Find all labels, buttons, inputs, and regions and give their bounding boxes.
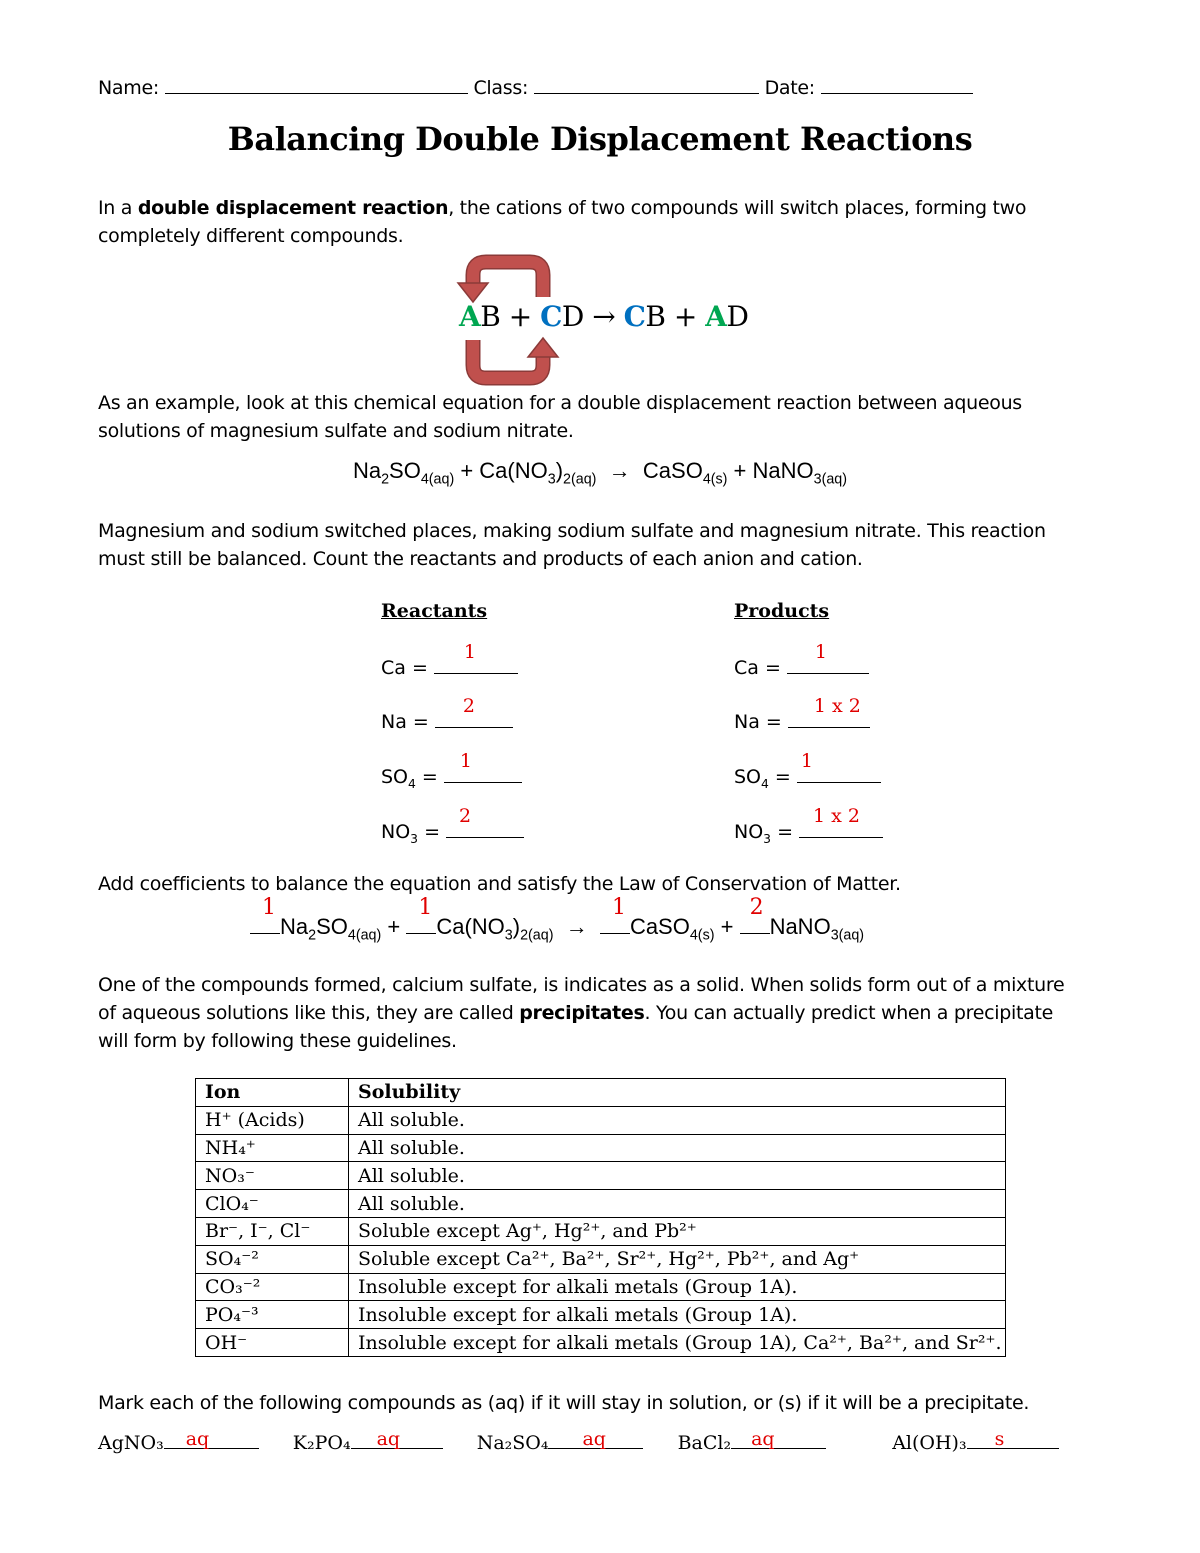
- ion-cell: SO₄⁻²: [196, 1245, 349, 1273]
- reactant-row: [381, 750, 522, 791]
- precipitate-line2b: . You can actually predict when a precipitate: [644, 1002, 1054, 1024]
- precipitate-line2a: of aqueous solutions like this, they are called: [98, 1002, 520, 1024]
- ion-cell: CO₃⁻²: [196, 1273, 349, 1301]
- count-field[interactable]: [446, 805, 524, 838]
- count-eq: =: [768, 766, 797, 788]
- count-answer: 1: [814, 641, 828, 663]
- example-line2: solutions of magnesium sulfate and sodium nitrate.: [98, 420, 574, 442]
- eq-plus: +: [454, 458, 480, 483]
- count-subscript: 4: [761, 776, 769, 791]
- solubility-table: [195, 1078, 1006, 1357]
- plus-sign: +: [500, 300, 541, 333]
- eq-subscript: 2(aq): [563, 471, 597, 488]
- coefficient-field[interactable]: [600, 895, 630, 934]
- table-row: [196, 1329, 1006, 1357]
- eq-term: ): [512, 914, 521, 939]
- count-eq: =: [415, 766, 444, 788]
- count-answer: 1: [800, 750, 813, 772]
- name-field[interactable]: [165, 93, 468, 94]
- compound-answer-field[interactable]: [164, 1430, 259, 1449]
- reaction-arrow: →: [583, 300, 624, 333]
- class-label: Class:: [473, 77, 529, 99]
- solubility-cell: All soluble.: [349, 1162, 1006, 1190]
- eq-term: SO: [389, 458, 421, 483]
- eq-subscript: 3(aq): [830, 927, 865, 944]
- date-field[interactable]: [821, 93, 973, 94]
- compound-answer: aq: [376, 1428, 401, 1450]
- top-arrow-body: [473, 262, 543, 297]
- eq-term: CaSO: [629, 914, 690, 939]
- example-line1: As an example, look at this chemical equation for a double displacement reaction between aqueous: [98, 392, 1022, 414]
- letter-c-reactant: C: [540, 300, 562, 333]
- solubility-cell: Soluble except Ag⁺, Hg²⁺, and Pb²⁺: [349, 1217, 1006, 1245]
- bottom-arrow-body: [473, 340, 543, 378]
- column-header-ion: Ion: [196, 1079, 349, 1107]
- letter-d-product: D: [726, 300, 749, 333]
- name-label: Name:: [98, 77, 159, 99]
- coefficient-field[interactable]: [740, 895, 770, 934]
- count-field[interactable]: [797, 750, 881, 783]
- compound-label: BaCl₂: [677, 1432, 732, 1454]
- intro-suffix: , the cations of two compounds will switch places, forming two: [448, 197, 1027, 219]
- product-row: [734, 641, 869, 679]
- ion-cell: ClO₄⁻: [196, 1190, 349, 1218]
- letter-c-product: C: [623, 300, 646, 333]
- coefficient-answer: 1: [418, 895, 433, 920]
- ion-cell: NH₄⁺: [196, 1134, 349, 1162]
- eq-subscript: 2(aq): [520, 927, 554, 944]
- bottom-arrow-head: [528, 338, 558, 357]
- eq-subscript: 3: [547, 471, 556, 488]
- intro-prefix: In a: [98, 197, 138, 219]
- eq-term: NaNO: [769, 914, 831, 939]
- coefficient-answer: 2: [749, 895, 764, 920]
- product-row: [734, 695, 870, 733]
- count-field[interactable]: [788, 695, 870, 728]
- intro-term: double displacement reaction: [137, 197, 449, 219]
- eq-term: CaSO: [642, 458, 703, 483]
- reactants-heading: Reactants: [381, 600, 488, 622]
- table-header-row: [196, 1079, 1006, 1107]
- compound-label: K₂PO₄: [292, 1432, 351, 1454]
- compound-answer-field[interactable]: [351, 1430, 443, 1449]
- coefficient-answer: 1: [262, 895, 276, 920]
- count-field[interactable]: [799, 805, 883, 838]
- switched-line1: Magnesium and sodium switched places, making sodium sulfate and magnesium nitrate. This reaction: [98, 520, 1046, 542]
- eq-subscript: 3: [504, 927, 513, 944]
- reactant-row: [381, 695, 513, 733]
- letter-a-product: A: [705, 300, 727, 333]
- switched-line2: must still be balanced. Count the reactants and products of each anion and cation.: [98, 548, 863, 570]
- solubility-cell: All soluble.: [349, 1190, 1006, 1218]
- count-field[interactable]: [444, 750, 522, 783]
- count-subscript: 4: [408, 776, 416, 791]
- eq-subscript: 4(s): [702, 471, 728, 488]
- count-label: NO: [381, 821, 411, 843]
- letter-a-reactant: A: [459, 300, 481, 333]
- count-field[interactable]: [435, 695, 513, 728]
- precipitate-line1: One of the compounds formed, calcium sulfate, is indicates as a solid. When solids form out of a mixture: [98, 974, 1065, 996]
- compound-label: Na₂SO₄: [476, 1432, 549, 1454]
- eq-term: Ca(NO: [436, 914, 505, 939]
- table-row: [196, 1245, 1006, 1273]
- eq-subscript: 2: [308, 927, 317, 944]
- count-subscript: 3: [410, 831, 419, 846]
- count-answer: 1: [463, 641, 477, 663]
- count-label: Na =: [381, 711, 435, 733]
- plus-sign: +: [665, 300, 706, 333]
- count-eq: =: [771, 821, 800, 843]
- eq-subscript: 4(s): [689, 927, 715, 944]
- column-header-solubility: Solubility: [349, 1079, 1006, 1107]
- solubility-cell: Insoluble except for alkali metals (Group 1A).: [349, 1301, 1006, 1329]
- count-label: NO: [734, 821, 764, 843]
- count-answer: 1 x 2: [813, 805, 861, 827]
- eq-term: Na: [352, 458, 382, 483]
- compound-answer-field[interactable]: [967, 1430, 1059, 1449]
- compound-answer: aq: [185, 1428, 210, 1450]
- products-heading: Products: [734, 600, 830, 622]
- eq-subscript: 4(aq): [420, 471, 455, 488]
- count-answer: 1: [459, 750, 472, 772]
- eq-term: NaNO: [752, 458, 814, 483]
- eq-term: SO: [316, 914, 348, 939]
- count-eq: =: [418, 821, 447, 843]
- product-row: [734, 750, 881, 791]
- count-answer: 2: [459, 805, 472, 827]
- coefficients-instruction: Add coefficients to balance the equation and satisfy the Law of Conservation of Matter.: [98, 873, 901, 895]
- eq-term: ): [555, 458, 564, 483]
- count-label: SO: [734, 766, 762, 788]
- table-row: [196, 1134, 1006, 1162]
- ion-cell: NO₃⁻: [196, 1162, 349, 1190]
- compound-answer-field[interactable]: [731, 1430, 826, 1449]
- letter-b-product: B: [645, 300, 666, 333]
- coefficient-answer: 1: [611, 895, 626, 920]
- ion-cell: OH⁻: [196, 1329, 349, 1357]
- count-field[interactable]: [787, 641, 869, 674]
- table-row: [196, 1217, 1006, 1245]
- count-label: Ca =: [734, 657, 787, 679]
- page-title: Balancing Double Displacement Reactions: [227, 120, 973, 158]
- solubility-cell: All soluble.: [349, 1106, 1006, 1134]
- compound-answer: aq: [751, 1428, 775, 1450]
- count-label: Ca =: [381, 657, 434, 679]
- intro-line2: completely different compounds.: [98, 225, 404, 247]
- solubility-cell: Insoluble except for alkali metals (Group 1A).: [349, 1273, 1006, 1301]
- balanced-equation: 1 $Na_2SO_{4(aq)}$ + 1 $Ca(NO_3)_{2(aq)}$ → 1 CaSO$_{4(s)}$ + 2 NaNO$_{3(aq)}$: [250, 913, 864, 943]
- eq-plus: +: [727, 458, 753, 483]
- eq-subscript: 2: [381, 471, 390, 488]
- count-field[interactable]: [434, 641, 518, 674]
- coefficient-field[interactable]: [406, 895, 436, 934]
- table-row: [196, 1162, 1006, 1190]
- eq-subscript: 3(aq): [813, 471, 848, 488]
- solubility-cell: Soluble except Ca²⁺, Ba²⁺, Sr²⁺, Hg²⁺, Pb²⁺, and Ag⁺: [349, 1245, 1006, 1273]
- mark-instruction: Mark each of the following compounds as (aq) if it will stay in solution, or (s) if it will be a precipitate.: [98, 1392, 1030, 1414]
- class-field[interactable]: [534, 93, 759, 94]
- eq-arrow: →: [608, 458, 631, 483]
- header-fields: [98, 74, 973, 102]
- letter-b-reactant: B: [480, 300, 501, 333]
- table-row: [196, 1190, 1006, 1218]
- reactant-row: [381, 805, 524, 846]
- example-paragraph: [98, 389, 1108, 445]
- ion-cell: H⁺ (Acids): [196, 1106, 349, 1134]
- reactant-row: [381, 641, 518, 679]
- eq-term: Ca(NO: [479, 458, 548, 483]
- compound-label: AgNO₃: [98, 1432, 164, 1454]
- count-label: SO: [381, 766, 409, 788]
- eq-term: Na: [280, 914, 309, 939]
- letter-d-reactant: D: [561, 300, 584, 333]
- count-subscript: 3: [763, 831, 772, 846]
- precipitate-line3: will form by following these guidelines.: [98, 1030, 457, 1052]
- compound-answer: aq: [582, 1428, 606, 1450]
- chemical-equation: [0, 458, 1200, 487]
- compound-label: Al(OH)₃: [892, 1432, 967, 1454]
- precipitate-term: precipitates: [519, 1002, 645, 1024]
- eq-arrow: →: [565, 914, 588, 939]
- date-label: Date:: [764, 77, 815, 99]
- solubility-cell: Insoluble except for alkali metals (Group 1A), Ca²⁺, Ba²⁺, and Sr²⁺.: [349, 1329, 1006, 1357]
- table-row: [196, 1273, 1006, 1301]
- product-row: [734, 805, 883, 846]
- ion-cell: PO₄⁻³: [196, 1301, 349, 1329]
- intro-paragraph: [98, 194, 1108, 250]
- count-answer: 2: [462, 695, 475, 717]
- compound-answer-field[interactable]: [548, 1430, 643, 1449]
- count-answer: 1 x 2: [813, 695, 861, 717]
- switched-paragraph: [98, 517, 1108, 573]
- compound-answer: s: [994, 1428, 1005, 1450]
- ion-cell: Br⁻, I⁻, Cl⁻: [196, 1217, 349, 1245]
- compounds-row: [98, 1430, 1059, 1454]
- solubility-cell: All soluble.: [349, 1134, 1006, 1162]
- table-row: [196, 1301, 1006, 1329]
- table-row: [196, 1106, 1006, 1134]
- count-label: Na =: [734, 711, 788, 733]
- coefficient-field[interactable]: [250, 895, 280, 934]
- precipitate-paragraph: [98, 971, 1118, 1055]
- eq-subscript: 4(aq): [347, 927, 382, 944]
- generic-equation: [459, 300, 748, 333]
